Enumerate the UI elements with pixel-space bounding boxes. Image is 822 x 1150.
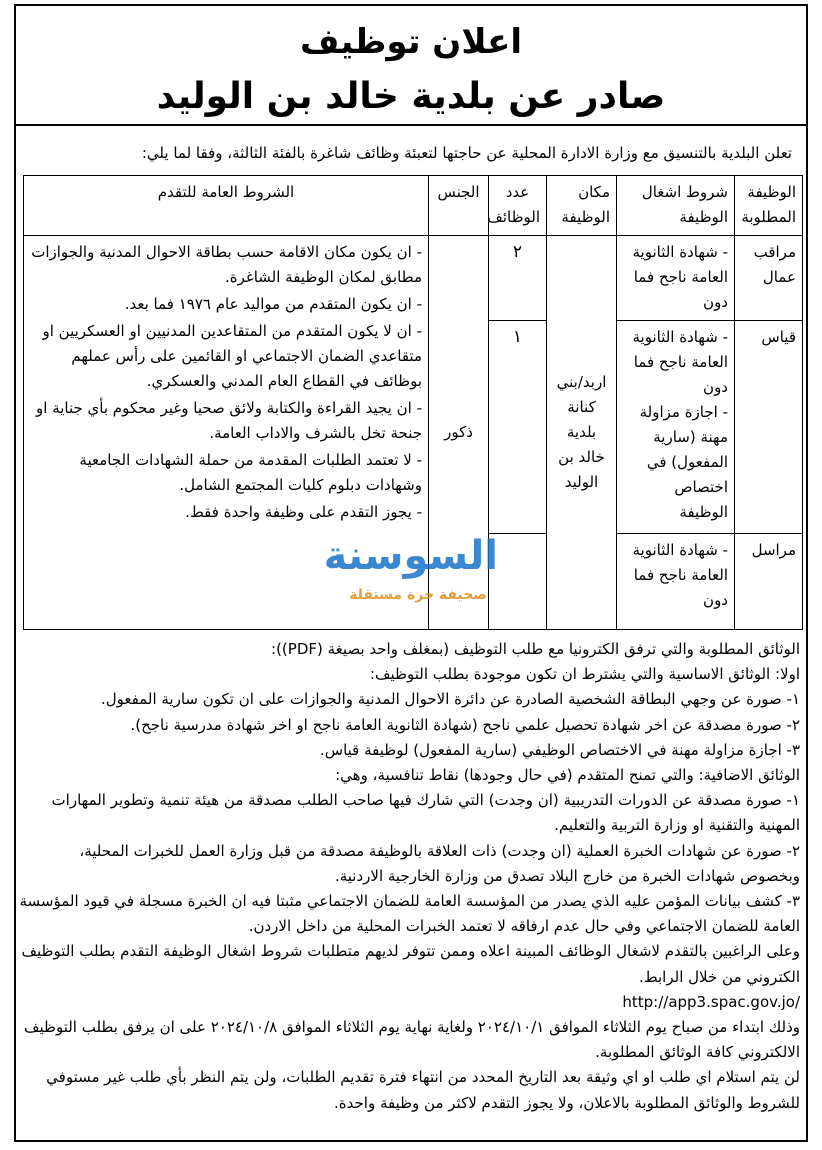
job-cell: مراسل	[735, 533, 803, 629]
watermark-tagline: صحيفة حرة مستقلة	[349, 587, 487, 603]
table-header-row	[24, 176, 803, 236]
header-count: عدد الوظائف	[489, 176, 547, 236]
announcement-header	[14, 4, 808, 126]
announcement-body	[16, 637, 800, 1116]
list-item: ٢- صورة عن شهادات الخبرة العملية (ان وجدت) ذات العلاقة بالوظيفة مصدقة من قبل وزارة العمل للخبرات المحلية، وبخصوص شهادات الخبرة من خارج البلاد تصدق من وزارة الخارجية الاردنية.	[79, 841, 800, 885]
conditions-cell: - شهادة الثانوية العامة ناجح فما دون	[617, 533, 735, 629]
header-place: مكان الوظيفة	[547, 176, 617, 236]
closing-text: لن يتم استلام اي طلب او اي وثيقة بعد التاريخ المحدد من انتهاء فترة تقديم الطلبات، ولن يتم النظر بأي طلب غير مستوفي للشروط والوثائق المطلوبة بالاعلان، ولا يجوز التقدم لاكثر من وظيفة واحدة.	[46, 1068, 800, 1112]
list-item: ١- صورة عن وجهي البطاقة الشخصية الصادرة عن دائرة الاحوال المدنية والجوازات على ان تكون سارية المفعول.	[100, 690, 800, 709]
docs-intro: الوثائق المطلوبة والتي ترفق الكترونيا مع طلب التوظيف (بمغلف واحد بصيغة (PDF)):	[271, 640, 800, 658]
place-cell: اربد/بني كنانة بلدية خالد بن الوليد	[547, 235, 617, 629]
list-item: ٣- كشف بيانات المؤمن عليه الذي يصدر من المؤسسة العامة للضمان الاجتماعي مثبتا فيه ان الخبرة مسجلة في قيود المؤسسة العامة للضمان الاجتماعي وفي حال عدم ارفاقه لا تعتمد الخبرات المحلية من داخل الاردن.	[19, 892, 800, 936]
general-conditions-list	[30, 240, 422, 525]
list-item: - ان يجيد القراءة والكتابة ولائق صحيا وغير محكوم بأي جناية او جنحة تخل بالشرف والاداب العامة.	[36, 398, 422, 442]
count-cell: ١	[489, 320, 547, 533]
list-item: ١- صورة مصدقة عن الدورات التدريبية (ان وجدت) التي شارك فيها صاحب الطلب مصدقة من هيئة تنمية وتطوير المهارات المهنية والتقنية او وزارة التربية والتعليم.	[51, 791, 800, 835]
apply-link-line	[16, 990, 800, 1015]
header-general: الشروط العامة للتقدم	[24, 176, 429, 236]
watermark-name: السوسنة	[323, 533, 498, 579]
basic-docs-title: اولا: الوثائق الاساسية والتي يشترط ان تكون موجودة بطلب التوظيف:	[369, 665, 800, 684]
dates-text: وذلك ابتداء من صباح يوم الثلاثاء الموافق ٢٠٢٤/١٠/١ ولغاية نهاية يوم الثلاثاء الموافق ٢٠٢٤/١٠/٨ على ان يرفق بطلب التوظيف الالكتروني كافة الوثائق المطلوبة.	[23, 1018, 800, 1062]
list-item: - ان يكون المتقدم من مواليد عام ١٩٧٦ فما بعد.	[124, 294, 422, 313]
apply-text: وعلى الراغبين بالتقدم لاشغال الوظائف المبينة اعلاه وممن تتوفر لديهم متطلبات شروط اشغال الوظيفة التقدم بطلب التوظيف الكتروني من خلال الرابط.	[21, 942, 800, 986]
announcement-subtitle: صادر عن بلدية خالد بن الوليد	[156, 76, 666, 117]
general-conditions-cell	[24, 235, 429, 629]
job-cell: قياس	[735, 320, 803, 533]
conditions-cell: - شهادة الثانوية العامة ناجح فما دون	[617, 235, 735, 320]
header-conditions: شروط اشغال الوظيفة	[617, 176, 735, 236]
count-cell	[489, 533, 547, 629]
job-cell: مراقب عمال	[735, 235, 803, 320]
list-item: - لا تعتمد الطلبات المقدمة من حملة الشهادات الجامعية وشهادات دبلوم كليات المجتمع الشامل.	[79, 450, 422, 494]
count-cell: ٢	[489, 235, 547, 320]
announcement-title: اعلان توظيف	[299, 22, 523, 62]
intro-text: تعلن البلدية بالتنسيق مع وزارة الادارة المحلية عن حاجتها لتعبئة وظائف شاغرة بالفئة الثالثة، وفقا لما يلي:	[141, 144, 792, 162]
list-item: - ان يكون مكان الاقامة حسب بطاقة الاحوال المدنية والجوازات مطابق لمكان الوظيفة الشاغرة.	[31, 242, 422, 286]
table-row	[24, 235, 803, 320]
header-gender: الجنس	[429, 176, 489, 236]
list-item: ٣- اجازة مزاولة مهنة في الاختصاص الوظيفي (سارية المفعول) لوظيفة قياس.	[319, 740, 800, 759]
list-item: ٢- صورة مصدقة عن اخر شهادة تحصيل علمي ناجح (شهادة الثانوية العامة ناجح او اخر شهادة مدرسية ناجح).	[130, 715, 800, 734]
jobs-table	[23, 175, 803, 630]
list-item: - ان لا يكون المتقدم من المتقاعدين المدنيين او العسكريين او متقاعدي الضمان الاجتماعي او القائمين على رأس عملهم بوظائف في القطاع العام المدني والعسكري.	[42, 321, 422, 390]
apply-link[interactable]: http://app3.spac.gov.jo/	[622, 992, 800, 1011]
header-job: الوظيفة المطلوبة	[735, 176, 803, 236]
gender-cell: ذكور	[429, 235, 489, 629]
extra-docs-title: الوثائق الاضافية: والتي تمنح المتقدم (في حال وجودها) نقاط تنافسية، وهي:	[335, 766, 800, 785]
conditions-cell: - شهادة الثانوية العامة ناجح فما دون - اجازة مزاولة مهنة (سارية المفعول) في اختصاص الوظيفة	[617, 320, 735, 533]
list-item: - يجوز التقدم على وظيفة واحدة فقط.	[185, 502, 422, 521]
